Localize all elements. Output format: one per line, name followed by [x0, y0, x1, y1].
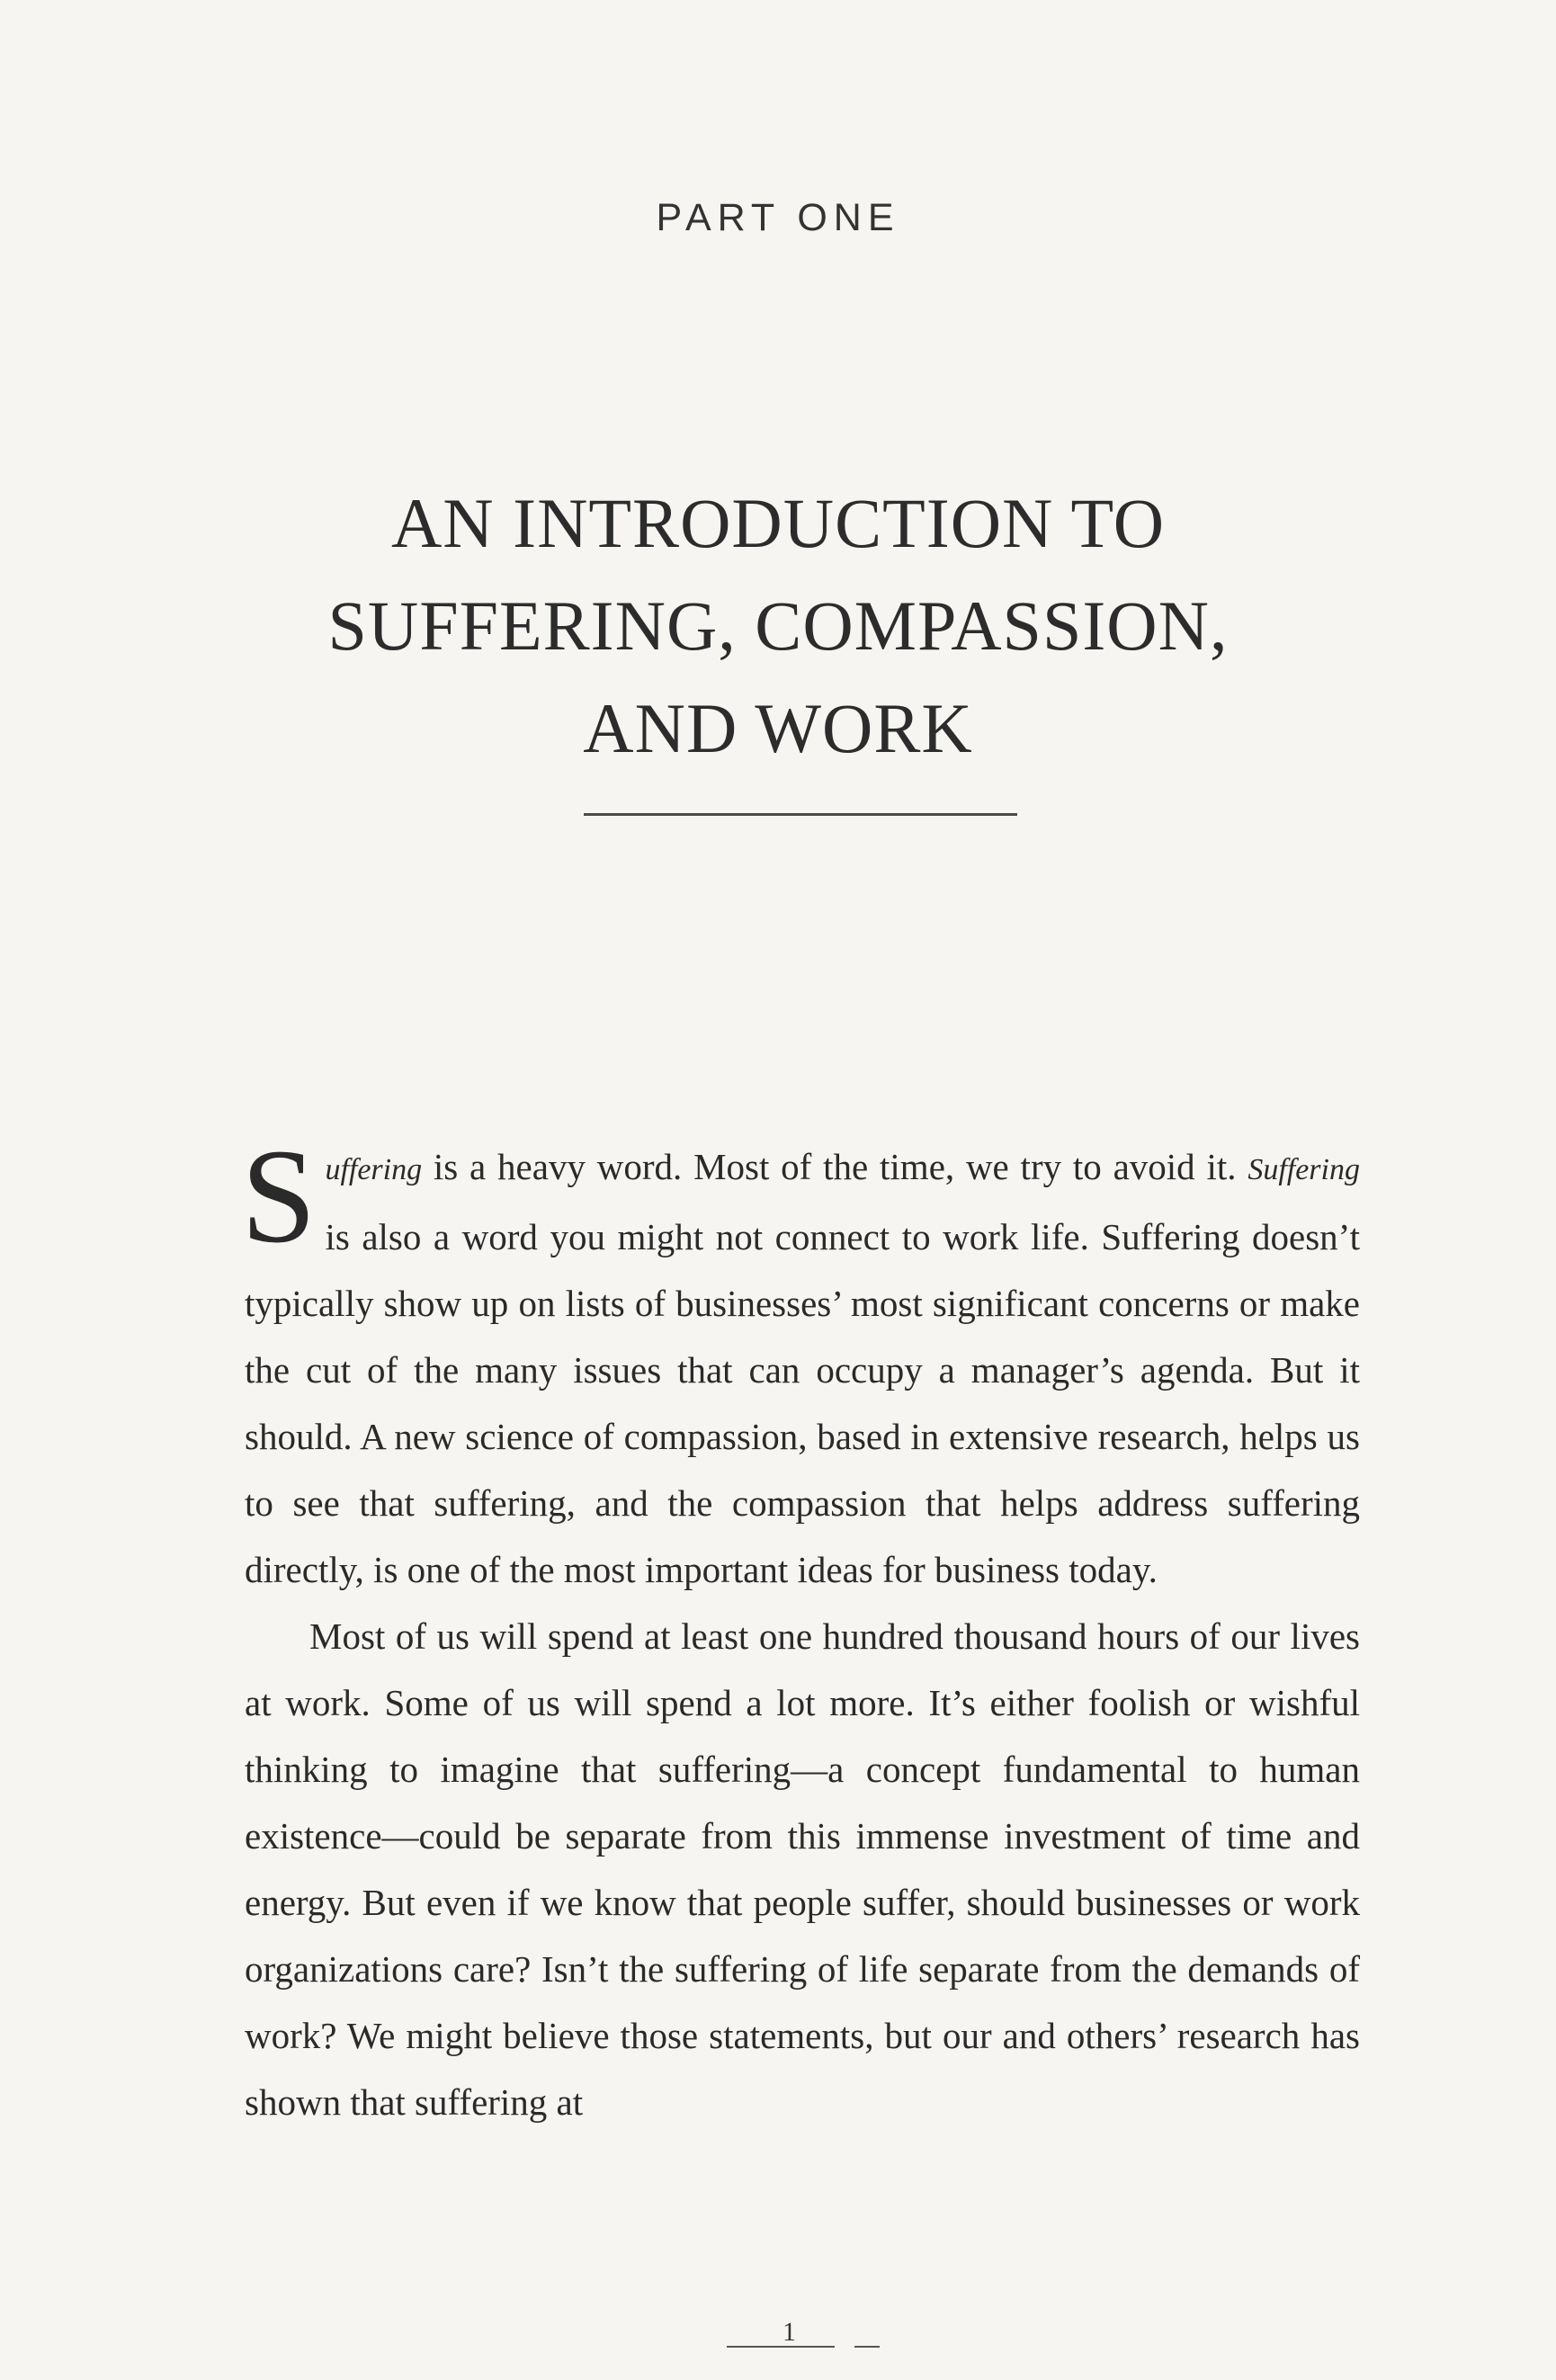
chapter-title-line: AND WORK: [583, 689, 973, 767]
title-divider: [584, 813, 1017, 816]
part-label: PART ONE: [656, 196, 900, 239]
body-text: [241, 1122, 1360, 2135]
page-footer: [0, 2317, 1556, 2373]
page-number: 1: [782, 2317, 796, 2347]
drop-cap: S: [241, 1122, 317, 1271]
paragraph-1-text-a: is a heavy word. Most of the time, we try to avoid it.: [422, 1146, 1248, 1187]
chapter-title-line: SUFFERING, COMPASSION,: [327, 586, 1229, 665]
italic-word: Suffering: [1247, 1153, 1360, 1186]
chapter-title-line: AN INTRODUCTION TO: [390, 484, 1166, 562]
paragraph-2: Most of us will spend at least one hundred thousand hours of our lives at work. Some of us will spend a lot more. It’s either foolish or wishful thinking to imagine that suffering—a concept fundamental to human existence—could be separate from this immense investment of time and energy. But even if we know that people suffer, should businesses or work organizations care? Isn’t the suffering of life separate from the demands of work? We might believe those statements, but our and others’ research has shown that suffering at: [245, 1615, 1360, 2123]
footer-rule-left: [727, 2346, 835, 2348]
paragraph-1-text-b: is also a word you might not connect to work life. Suffering doesn’t typically show up on lists of businesses’ most significant concerns or make the cut of the many issues that can occupy a manager’s agenda. But it should. A new science of compassion, based in extensive research, helps us to see that suffering, and the compassion that helps address suffering directly, is one of the most important ideas for business today.: [245, 1216, 1360, 1590]
chapter-title: [0, 472, 1556, 780]
lead-word: uffering: [325, 1153, 423, 1186]
footer-rule-right: [854, 2346, 880, 2348]
paragraph-1: [241, 1122, 1360, 1603]
